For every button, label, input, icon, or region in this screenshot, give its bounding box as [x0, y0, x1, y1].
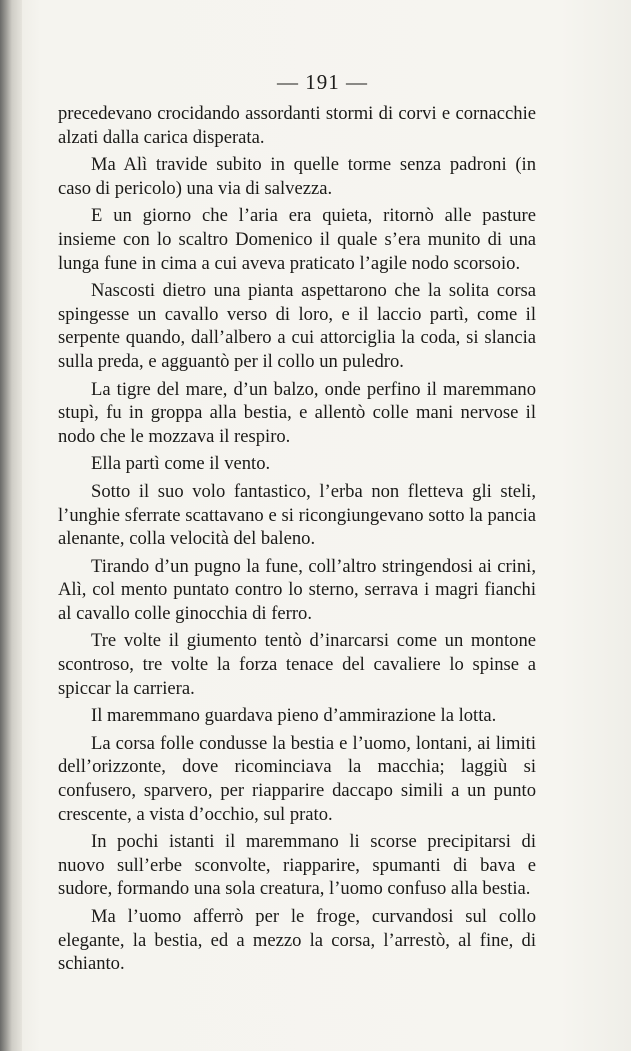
- paragraph: Ma l’uomo afferrò per le froge, curvandosi sul collo elegante, la bestia, ed a mezzo la corsa, l’arrestò, al fine, di schianto.: [58, 906, 536, 975]
- page-number: — 191 —: [277, 70, 368, 94]
- paragraph: Il maremmano guardava pieno d’ammirazione la lotta.: [91, 705, 497, 727]
- paragraph: Ma Alì travide subito in quelle torme senza padroni (in caso di pericolo) una via di salvezza.: [58, 154, 536, 199]
- paragraph: Tirando d’un pugno la fune, coll’altro stringendosi ai crini, Alì, col mento puntato contro lo sterno, serrava i magri fianchi al cavallo colle ginocchia di ferro.: [58, 555, 536, 624]
- paragraph: E un giorno che l’aria era quieta, ritornò alle pasture insieme con lo scaltro Domenico il quale s’era munito di una lunga fune in cima a cui aveva praticato l’agile nodo scorsoio.: [58, 205, 536, 274]
- paragraph: In pochi istanti il maremmano li scorse precipitarsi di nuovo sull’erbe sconvolte, riapparire, spumanti di bava e sudore, formando una sola creatura, l’uomo confuso alla bestia.: [58, 831, 536, 900]
- paragraph: Tre volte il giumento tentò d’inarcarsi come un montone scontroso, tre volte la forza tenace del cavaliere lo spinse a spiccar la carriera.: [58, 630, 536, 699]
- body-text: [58, 102, 536, 976]
- paragraph: Sotto il suo volo fantastico, l’erba non fletteva gli steli, l’unghie sferrate scattavano e si ricongiungevano sotto la pancia alenante, colla velocità del baleno.: [58, 480, 536, 550]
- paragraph: precedevano crocidando assordanti stormi di corvi e cornacchie alzati dalla carica disperata.: [58, 103, 536, 148]
- paragraph: Nascosti dietro una pianta aspettarono che la solita corsa spingesse un cavallo verso di loro, e il laccio partì, come il serpente quando, dall’albero a cui attorciglia la coda, si slancia sulla preda, e agguantò per il collo un puledro.: [58, 280, 536, 372]
- paragraph: La corsa folle condusse la bestia e l’uomo, lontani, ai limiti dell’orizzonte, dove ricominciava la macchia; laggiù si confusero, sparvero, per riapparire daccapo simili a un punto crescente, a vista d’occhio, sul prato.: [58, 732, 536, 825]
- paragraph: La tigre del mare, d’un balzo, onde perfino il maremmano stupì, fu in groppa alla bestia, e allentò colle mani nervose il nodo che le mozzava il respiro.: [58, 378, 536, 447]
- page-binding-edge: [0, 0, 22, 1051]
- paragraph: Ella partì come il vento.: [91, 453, 271, 475]
